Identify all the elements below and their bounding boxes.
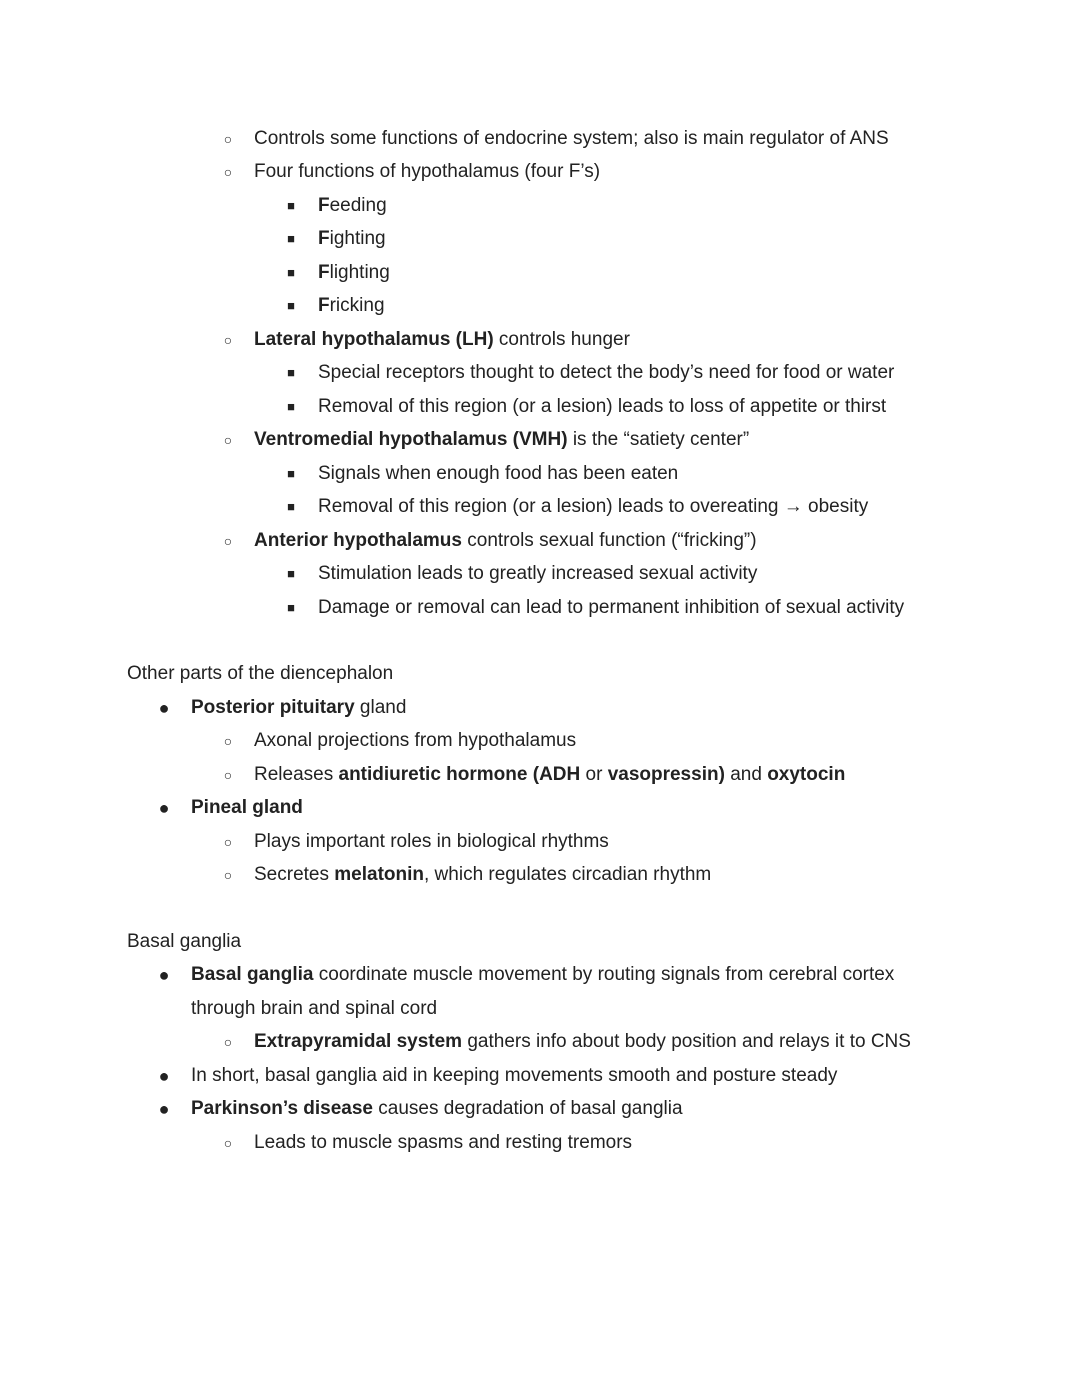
list-item-text: Extrapyramidal system gathers info about body position and relays it to CNS [254,1031,911,1052]
section-heading-text: Basal ganglia [127,931,242,952]
list-item-text: Removal of this region (or a lesion) leads to loss of appetite or thirst [318,396,887,417]
list-item-text: Pineal gland [191,797,303,818]
list-item-text: Posterior pituitary gland [191,697,407,718]
bullet-dot-icon: ● [158,1066,170,1086]
bullet-circle-icon: ○ [223,733,233,749]
list-item-text: through brain and spinal cord [191,998,438,1019]
bullet-circle-icon: ○ [223,867,233,883]
list-item-text: Four functions of hypothalamus (four F’s) [254,161,601,182]
bullet-dot-icon: ● [158,1099,170,1119]
list-item-text: Stimulation leads to greatly increased sexual activity [318,563,758,584]
bullet-dot-icon: ● [158,698,170,718]
list-item-text: Fighting [318,228,386,249]
bullet-square-icon: ■ [287,298,295,313]
bullet-circle-icon: ○ [223,432,233,448]
list-item-text: Ventromedial hypothalamus (VMH) is the “satiety center” [254,429,750,450]
bullet-square-icon: ■ [287,265,295,280]
bullet-circle-icon: ○ [223,164,233,180]
list-item-text: Axonal projections from hypothalamus [254,730,577,751]
bullet-circle-icon: ○ [223,1034,233,1050]
list-item-text: Flighting [318,262,390,283]
bullet-circle-icon: ○ [223,834,233,850]
list-item-text: Releases antidiuretic hormone (ADH or vasopressin) and oxytocin [254,764,846,785]
list-item-text: Leads to muscle spasms and resting tremors [254,1132,633,1153]
list-item-text: Damage or removal can lead to permanent inhibition of sexual activity [318,597,905,618]
list-item-text: Anterior hypothalamus controls sexual function (“fricking”) [254,530,757,551]
list-item-text: Plays important roles in biological rhythms [254,831,609,852]
list-item-text: Feeding [318,195,387,216]
list-item-text: Parkinson’s disease causes degradation of basal ganglia [191,1098,683,1119]
list-item-text: Fricking [318,295,385,316]
bullet-square-icon: ■ [287,600,295,615]
bullet-square-icon: ■ [287,566,295,581]
list-item-text: Secretes melatonin, which regulates circadian rhythm [254,864,712,885]
bullet-square-icon: ■ [287,466,295,481]
list-item-text: In short, basal ganglia aid in keeping movements smooth and posture steady [191,1065,838,1086]
section-heading-text: Other parts of the diencephalon [127,663,394,684]
bullet-circle-icon: ○ [223,533,233,549]
list-item-text: Signals when enough food has been eaten [318,463,679,484]
bullet-dot-icon: ● [158,965,170,985]
bullet-square-icon: ■ [287,231,295,246]
bullet-dot-icon: ● [158,798,170,818]
bullet-circle-icon: ○ [223,1135,233,1151]
list-item-text: Lateral hypothalamus (LH) controls hunger [254,329,630,350]
bullet-square-icon: ■ [287,198,295,213]
bullet-circle-icon: ○ [223,131,233,147]
bullet-square-icon: ■ [287,399,295,414]
bullet-circle-icon: ○ [223,767,233,783]
list-item-text: Special receptors thought to detect the body’s need for food or water [318,362,895,383]
bullet-square-icon: ■ [287,365,295,380]
list-item-text: Basal ganglia coordinate muscle movement by routing signals from cerebral cortex [191,964,895,985]
bullet-circle-icon: ○ [223,332,233,348]
list-item-text: Controls some functions of endocrine system; also is main regulator of ANS [254,128,889,149]
bullet-square-icon: ■ [287,499,295,514]
list-item-text: Removal of this region (or a lesion) leads to overeating → obesity [318,496,869,517]
